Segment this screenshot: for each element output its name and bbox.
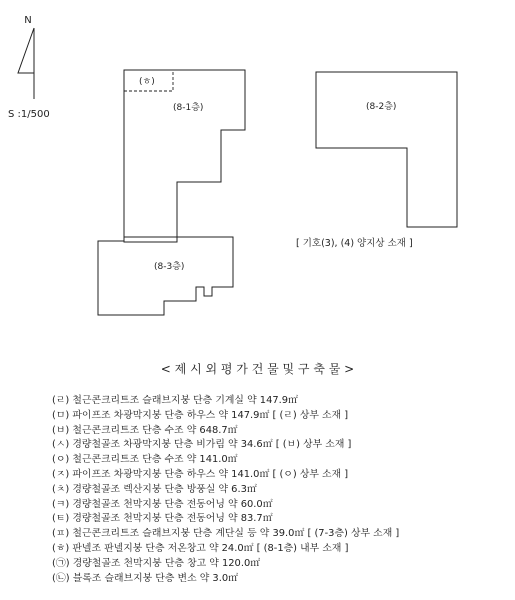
- building-label-8-3: (8-3층): [154, 262, 185, 272]
- north-arrow-icon: [18, 15, 34, 99]
- legend-item: (ㄹ) 철근콘크리트조 슬래브지붕 단층 기계실 약 147.9㎡: [52, 395, 298, 406]
- legend-item: (㉠) 경량철골조 천막지붕 단층 창고 약 120.0㎡: [52, 557, 261, 569]
- building-8-1: [124, 70, 245, 242]
- legend-item: (ㅊ) 경량철골조 렉산지붕 단층 방풍실 약 6.3㎡: [52, 483, 257, 495]
- location-note: [ 기호(3), (4) 양지상 소재 ]: [296, 238, 413, 249]
- legend-item: (ㅌ) 경량철골조 천막지붕 단층 전동어닝 약 83.7㎡: [52, 513, 273, 525]
- north-label: N: [24, 15, 32, 26]
- annex-label: (ㅎ): [139, 77, 155, 87]
- building-8-2: [316, 72, 457, 227]
- legend-title: < 제 시 외 평 가 건 물 및 구 축 물 >: [160, 362, 355, 376]
- scale-text: S :1/500: [8, 109, 50, 120]
- building-label-8-1: (8-1층): [173, 103, 204, 113]
- legend-item: (ㅂ) 철근콘크리트조 단층 수조 약 648.7㎡: [52, 424, 238, 436]
- legend-item: (ㅅ) 경량철골조 차광막지붕 단층 비가림 약 34.6㎡ [ (ㅂ) 상부 소재 ]: [52, 439, 352, 451]
- legend-item: (ㅋ) 경량철골조 천막지붕 단층 전동어닝 약 60.0㎡: [52, 498, 273, 510]
- building-8-3: [98, 237, 233, 315]
- building-label-8-2: (8-2층): [366, 102, 397, 112]
- legend-item: (ㅍ) 철근콘크리트조 슬래브지붕 단층 계단실 등 약 39.0㎡ [ (7-3층) 상부 소재 ]: [52, 528, 400, 540]
- legend-item: (ㅈ) 파이프조 차광막지붕 단층 하우스 약 141.0㎡ [ (ㅇ) 상부 소재 ]: [52, 468, 349, 480]
- legend-item: (㉡) 블록조 슬래브지붕 단층 변소 약 3.0㎡: [52, 572, 239, 584]
- legend-item: (ㅁ) 파이프조 차광막지붕 단층 하우스 약 147.9㎡ [ (ㄹ) 상부 소재 ]: [52, 409, 349, 421]
- legend-item: (ㅇ) 철근콘크리트조 단층 수조 약 141.0㎡: [52, 454, 238, 466]
- legend-item: (ㅎ) 판넬조 판넬지붕 단층 저온창고 약 24.0㎡ [ (8-1층) 내부 소재 ]: [52, 542, 349, 554]
- legend-list: [52, 394, 399, 586]
